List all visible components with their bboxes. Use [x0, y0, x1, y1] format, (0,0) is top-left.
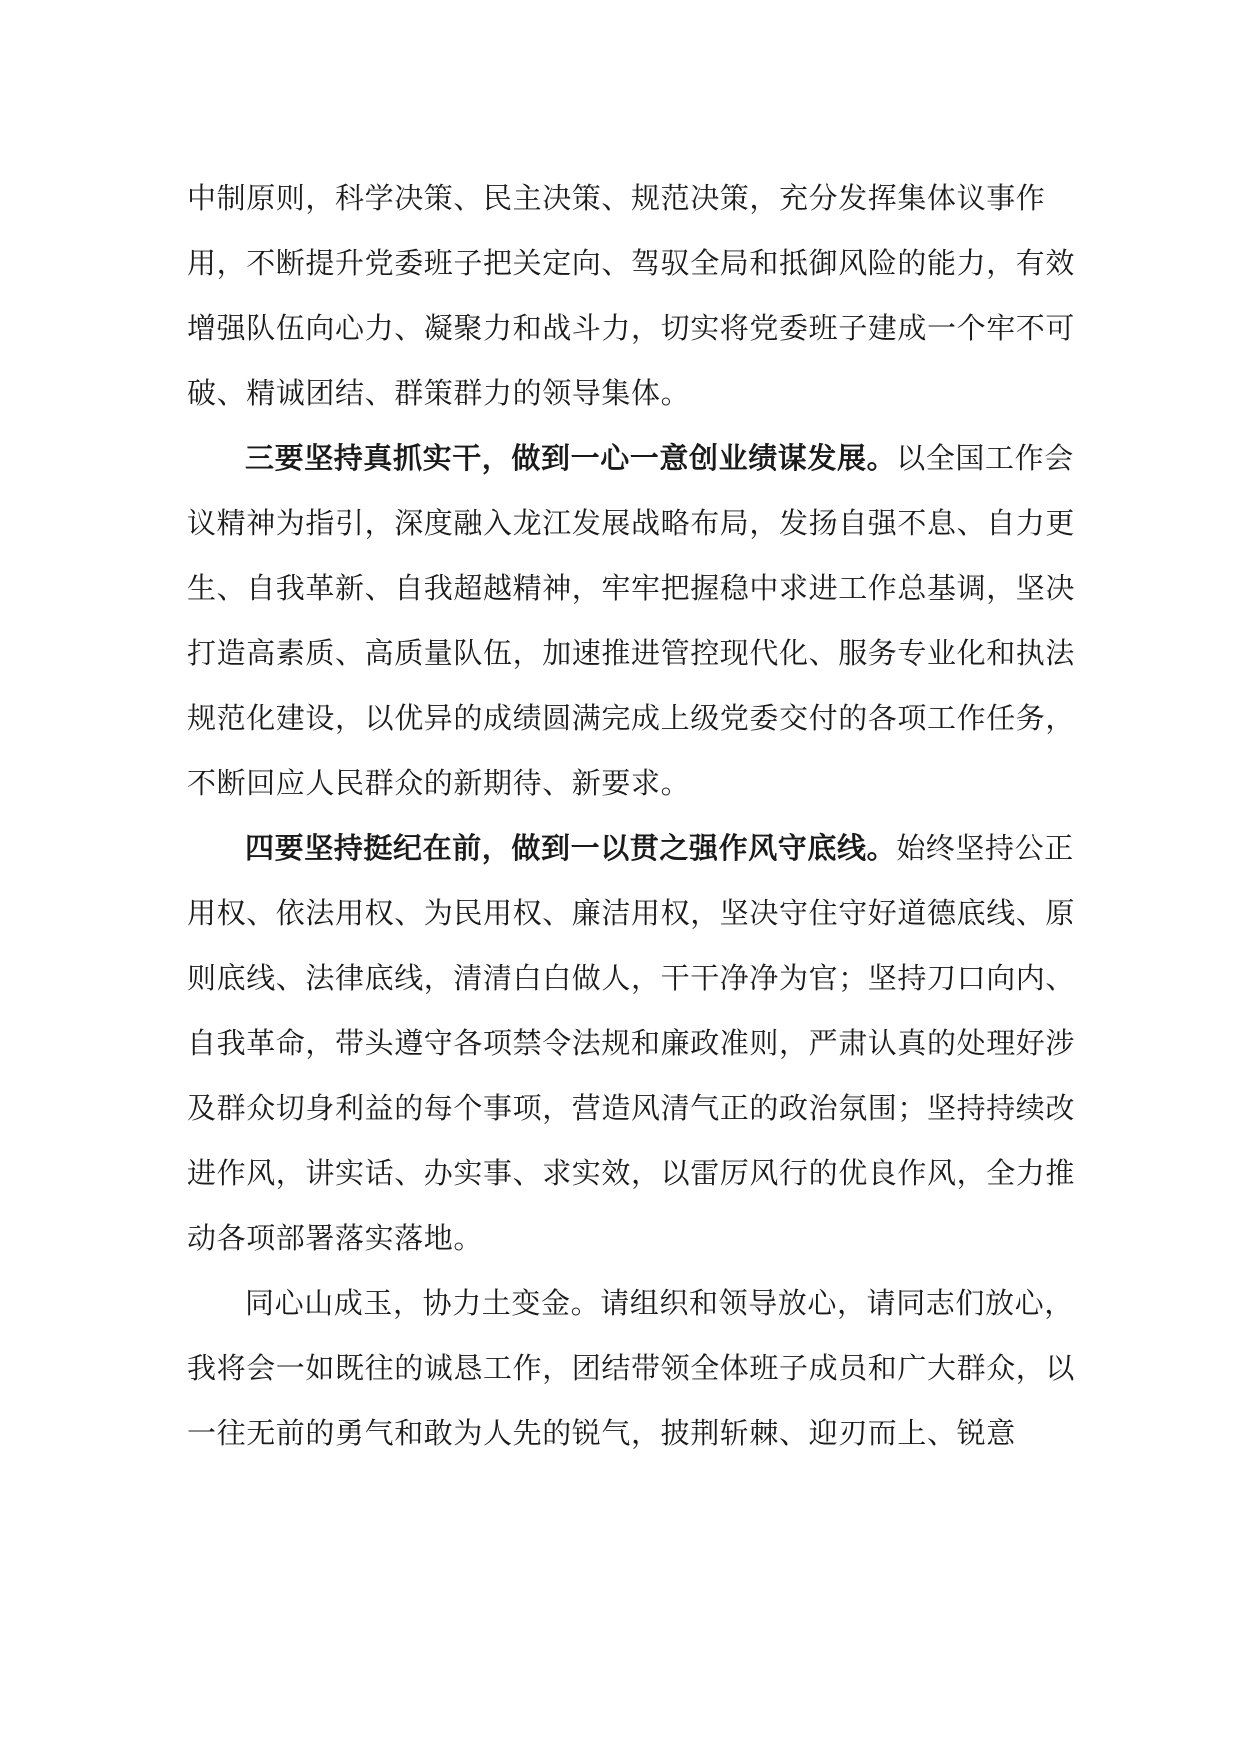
paragraph-2: [187, 426, 1077, 816]
paragraph-2-lead: 三要坚持真抓实干，做到一心一意创业绩谋发展。: [245, 441, 897, 475]
paragraph-3: [187, 816, 1077, 1271]
paragraph-1: [187, 166, 1077, 426]
paragraph-1-text: 中制原则，科学决策、民主决策、规范决策，充分发挥集体议事作用，不断提升党委班子把关定向、驾驭全局和抵御风险的能力，有效增强队伍向心力、凝聚力和战斗力，切实将党委班子建成一个牢不可破、精诚团结、群策群力的领导集体。: [187, 181, 1076, 410]
paragraph-4: [187, 1271, 1077, 1466]
document-body: [187, 166, 1077, 1466]
paragraph-4-text: 同心山成玉，协力土变金。请组织和领导放心，请同志们放心，我将会一如既往的诚恳工作，团结带领全体班子成员和广大群众，以一往无前的勇气和敢为人先的锐气，披荆斩棘、迎刃而上、锐意: [187, 1286, 1076, 1450]
paragraph-3-text: 始终坚持公正用权、依法用权、为民用权、廉洁用权，坚决守住守好道德底线、原则底线、法律底线，清清白白做人，干干净净为官；坚持刀口向内、自我革命，带头遵守各项禁令法规和廉政准则，严肃认真的处理好涉及群众切身利益的每个事项，营造风清气正的政治氛围；坚持持续改进作风，讲实话、办实事、求实效，以雷厉风行的优良作风，全力推动各项部署落实落地。: [187, 831, 1076, 1255]
paragraph-2-text: 以全国工作会议精神为指引，深度融入龙江发展战略布局，发扬自强不息、自力更生、自我革新、自我超越精神，牢牢把握稳中求进工作总基调，坚决打造高素质、高质量队伍，加速推进管控现代化、服务专业化和执法规范化建设，以优异的成绩圆满完成上级党委交付的各项工作任务，不断回应人民群众的新期待、新要求。: [187, 441, 1076, 800]
paragraph-3-lead: 四要坚持挺纪在前，做到一以贯之强作风守底线。: [245, 831, 897, 865]
